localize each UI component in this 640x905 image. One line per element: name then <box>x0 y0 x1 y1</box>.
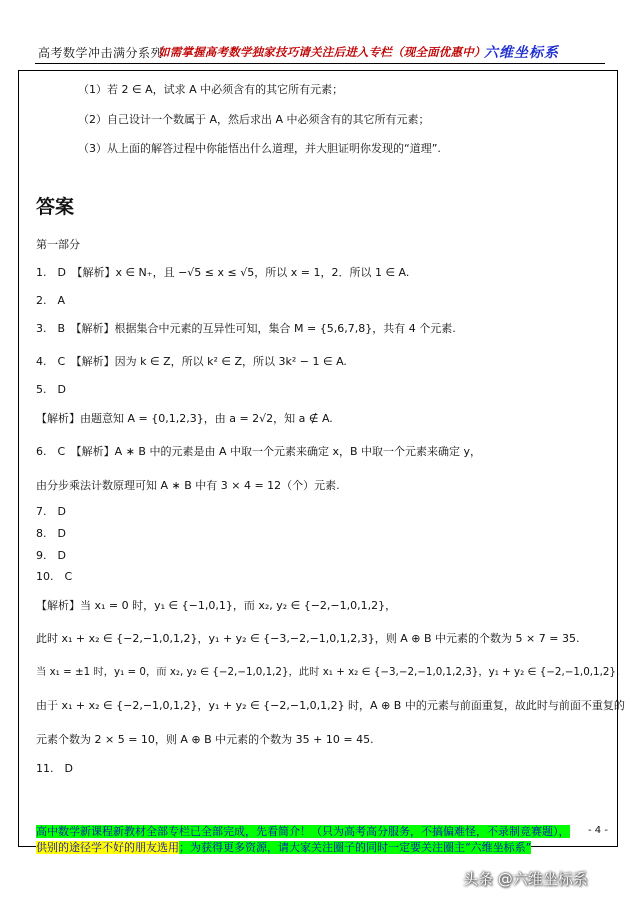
series-title: 高考数学冲击满分系列 <box>38 46 164 60</box>
answers-heading: 答案 <box>36 196 75 218</box>
answer-7: 7. D <box>36 505 66 518</box>
question-2: （2）自己设计一个数属于 A，然后求出 A 中必须含有的其它所有元素； <box>78 113 430 126</box>
answer-3: 3. B 【解析】根据集合中元素的互异性可知，集合 M = {5,6,7,8}，共有 4 个元素. <box>36 322 456 335</box>
promo-text: 如需掌握高考数学独家技巧请关注后进入专栏（现全面优惠中） <box>158 45 486 59</box>
answer-6: 6. C 【解析】A ∗ B 中的元素是由 A 中取一个元素来确定 x，B 中取一个元素来确定 y， <box>36 445 482 458</box>
part-label: 第一部分 <box>36 238 80 251</box>
answer-10-analysis: 【解析】当 x₁ = 0 时，y₁ ∈ {−1,0,1}，而 x₂, y₂ ∈ {−2,−1,0,1,2}， <box>36 599 397 612</box>
footer-line-2a: 供别的途径学不好的朋友选用 <box>36 841 179 854</box>
footer-line-1: 高中数学新课程新教材全部专栏已全部完成，先看简介！（只为高考高分服务，不搞偏难怪，不录制竞赛题）， <box>36 825 570 838</box>
footer-notice <box>36 824 604 856</box>
answer-1: 1. D 【解析】x ∈ N₊，且 −√5 ≤ x ≤ √5，所以 x = 1，2．所以 1 ∈ A. <box>36 266 410 279</box>
answer-2: 2. A <box>36 294 66 307</box>
question-3: （3）从上面的解答过程中你能悟出什么道理，并大胆证明你发现的“道理”. <box>78 142 441 155</box>
footer-line-2b: ；为获得更多资源，请大家关注圈子的同时一定要关注圈主“六维坐标系” <box>179 841 532 854</box>
answer-5: 5. D <box>36 383 66 396</box>
answer-10-line2: 此时 x₁ + x₂ ∈ {−2,−1,0,1,2}，y₁ + y₂ ∈ {−3,−2,−1,0,1,2,3}，则 A ⊕ B 中元素的个数为 5 × 7 = 35. <box>36 632 580 645</box>
question-1: （1）若 2 ∈ A，试求 A 中必须含有的其它所有元素； <box>78 83 344 96</box>
answer-10-line5: 元素个数为 2 × 5 = 10，则 A ⊕ B 中元素的个数为 35 + 10 = 45. <box>36 733 374 746</box>
answer-10: 10. C <box>36 570 73 583</box>
brand-logo-text: 六维坐标系 <box>484 45 559 61</box>
header-divider <box>35 63 605 64</box>
answer-11: 11. D <box>36 762 73 775</box>
answer-10-line4: 由于 x₁ + x₂ ∈ {−2,−1,0,1,2}，y₁ + y₂ ∈ {−2,−1,0,1,2} 时，A ⊕ B 中的元素与前面重复，故此时与前面不重复的 <box>36 699 625 712</box>
watermark: 头条 @六维坐标系 <box>463 870 588 888</box>
answer-10-line3: 当 x₁ = ±1 时，y₁ = 0，而 x₂, y₂ ∈ {−2,−1,0,1,2}，此时 x₁ + x₂ ∈ {−3,−2,−1,0,1,2,3}，y₁ + y₂ ∈ {−2,−1,0,1,2}. <box>36 666 620 678</box>
answer-9: 9. D <box>36 549 66 562</box>
answer-5-analysis: 【解析】由题意知 A = {0,1,2,3}，由 a = 2√2，知 a ∉ A. <box>36 412 333 425</box>
answer-4: 4. C 【解析】因为 k ∈ Z，所以 k² ∈ Z，所以 3k² − 1 ∈ A. <box>36 355 347 368</box>
answer-8: 8. D <box>36 527 66 540</box>
page-number: - 4 - <box>588 825 608 836</box>
answer-6-cont: 由分步乘法计数原理可知 A ∗ B 中有 3 × 4 = 12（个）元素. <box>36 479 340 492</box>
